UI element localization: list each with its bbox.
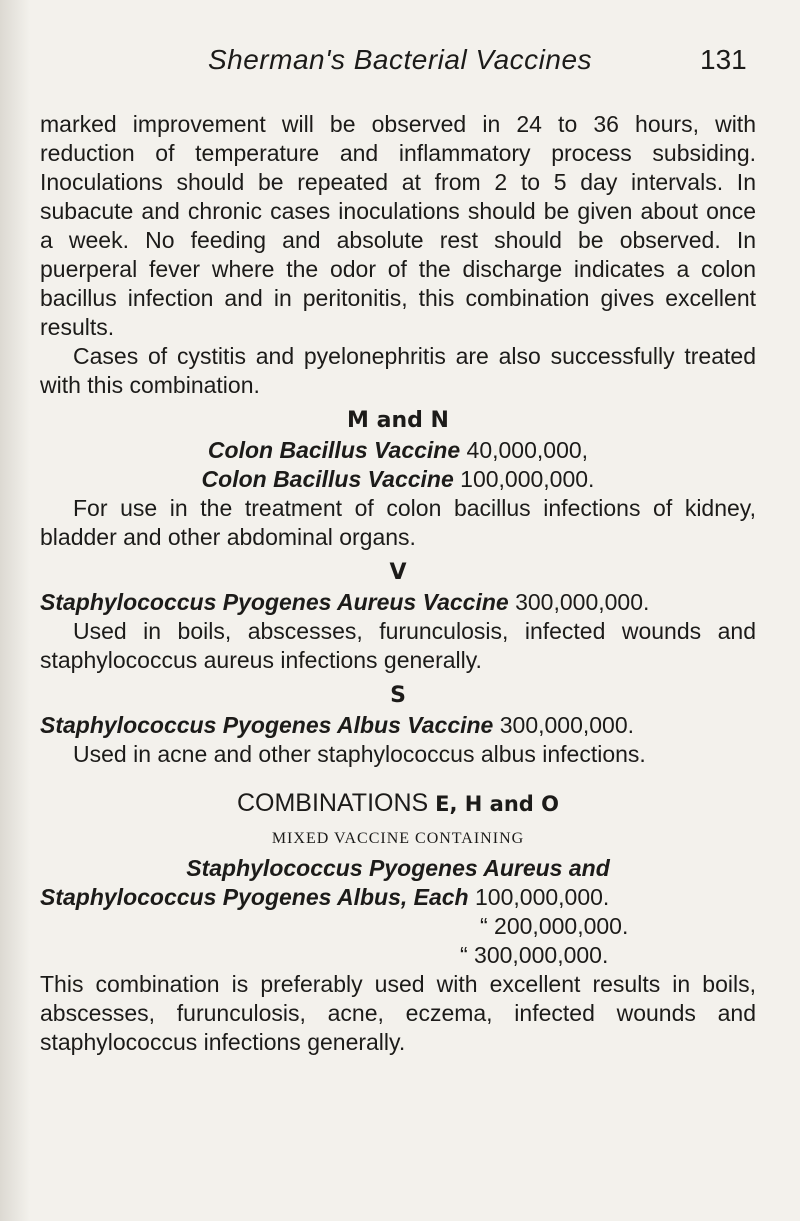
mn-use: For use in the treatment of colon bacillus infections of kidney, bladder and other abdominal organs. [40, 495, 756, 550]
v-line [40, 588, 756, 617]
vaccine-name: Staphylococcus Pyogenes Aureus Vaccine [40, 589, 509, 615]
v-use: Used in boils, abscesses, furunculosis, infected wounds and staphylococcus aureus infections generally. [40, 618, 756, 673]
combo-use: This combination is preferably used with excellent results in boils, abscesses, furunculosis, acne, eczema, infected wounds and staphylococcus infections generally. [40, 971, 756, 1055]
page-number: 131 [700, 44, 747, 75]
heading-v: V [389, 560, 407, 585]
heading-s: S [390, 683, 406, 708]
vaccine-name: Staphylococcus Pyogenes Albus Vaccine [40, 712, 494, 738]
combinations-letters: E, H and O [435, 792, 559, 816]
mn-line-1 [40, 436, 756, 465]
combo-line-2 [40, 883, 756, 912]
vaccine-count: 300,000,000. [499, 712, 635, 738]
page-gutter-shadow [0, 0, 30, 1221]
running-head: Sherman's Bacterial Vaccines [207, 44, 593, 75]
mixed-vaccine-subtitle: MIXED VACCINE CONTAINING [271, 830, 525, 847]
heading-m-and-n: M and N [347, 408, 449, 433]
heading-combinations [40, 787, 756, 820]
vaccine-count: 40,000,000, [466, 437, 589, 463]
vaccine-name: Staphylococcus Pyogenes Albus, Each [40, 884, 469, 910]
page-body [40, 110, 756, 1057]
mn-line-2 [40, 465, 756, 494]
s-line [40, 711, 756, 740]
combo-line-3: “ 200,000,000. [480, 913, 629, 939]
vaccine-name: Colon Bacillus Vaccine [201, 466, 454, 492]
paragraph-continued: marked improvement will be observed in 24 to 36 hours, with reduction of temperature and inflammatory process subsiding. Inoculations should be repeated at from 2 to 5 day intervals. In subacute and chronic cases inoculations should be given about once a week. No feeding and absolute rest should be observed. In puerperal fever where the odor of the discharge indicates a colon bacillus infection and in peritonitis, this combination gives excellent results. [40, 111, 756, 340]
vaccine-count: 300,000,000. [515, 589, 650, 615]
combinations-title: COMBINATIONS [236, 789, 429, 817]
vaccine-count: 100,000,000. [475, 884, 610, 910]
paragraph-cystitis: Cases of cystitis and pyelonephritis are also successfully treated with this combination. [40, 343, 756, 398]
combo-line-4: “ 300,000,000. [460, 942, 609, 968]
combo-line-1: Staphylococcus Pyogenes Aureus and [186, 855, 610, 881]
s-use: Used in acne and other staphylococcus albus infections. [73, 741, 646, 767]
vaccine-name: Colon Bacillus Vaccine [207, 437, 461, 463]
vaccine-count: 100,000,000. [460, 466, 595, 492]
